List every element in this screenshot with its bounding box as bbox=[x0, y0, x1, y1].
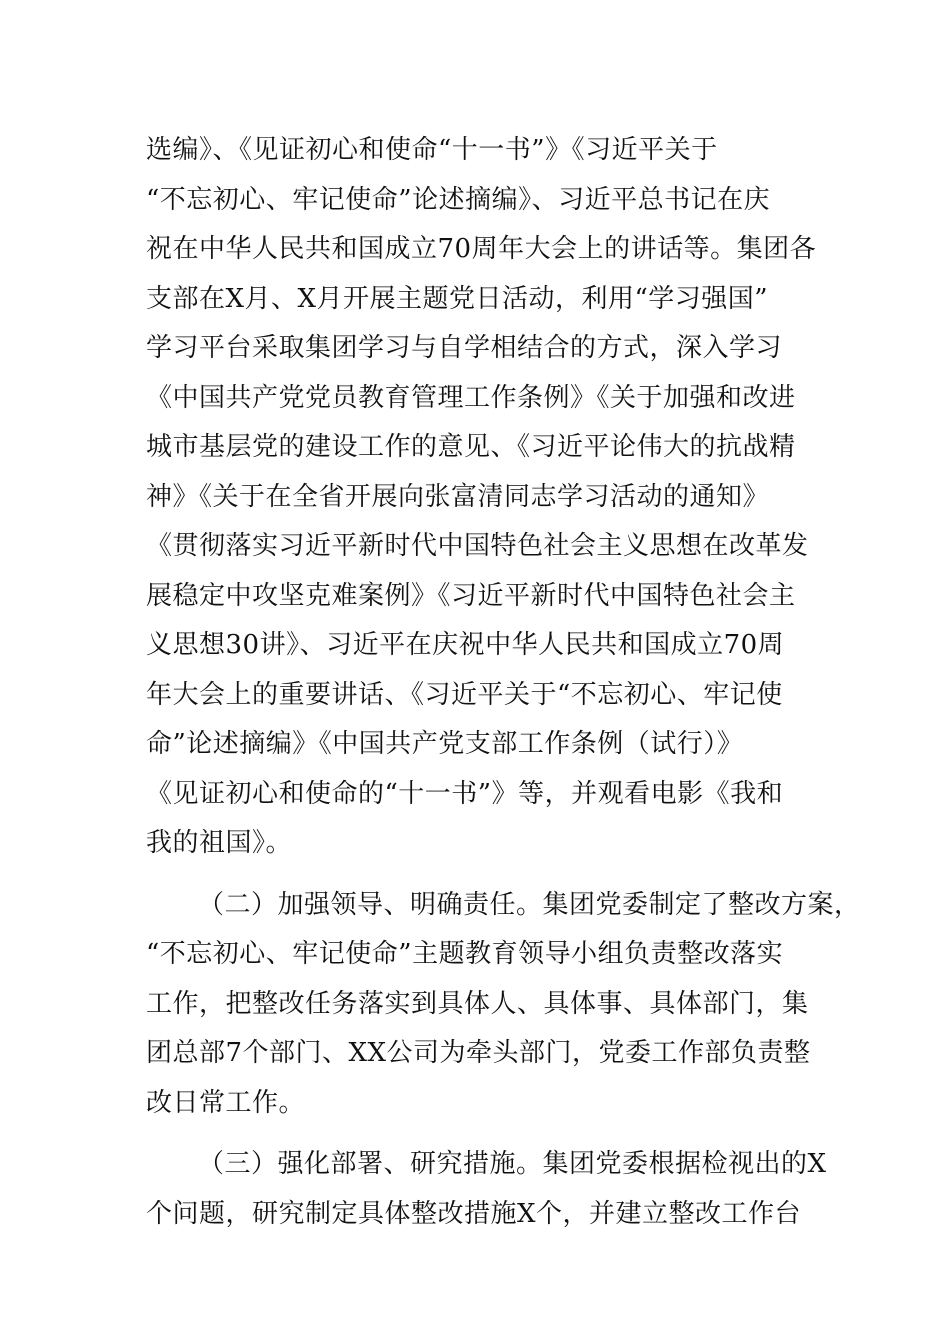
text-line: “不忘初心、牢记使命”论述摘编》、习近平总书记在庆 bbox=[146, 184, 771, 215]
text-line: 支部在X月、X月开展主题党日活动，利用“学习强国” bbox=[146, 283, 769, 314]
text-line: 学习平台采取集团学习与自学相结合的方式，深入学习 bbox=[146, 333, 783, 363]
text-line: 义思想30讲》、习近平在庆祝中华人民共和国成立70周 bbox=[146, 630, 785, 660]
text-line: 《见证初心和使命的“十一书”》等，并观看电影《我和 bbox=[146, 778, 784, 809]
text-line: 工作，把整改任务落实到具体人、具体事、具体部门，集 bbox=[146, 988, 809, 1019]
paragraph-gap bbox=[146, 869, 836, 881]
text-line: 城市基层党的建设工作的意见、《习近平论伟大的抗战精 bbox=[146, 432, 796, 462]
paragraph-1 bbox=[146, 126, 836, 869]
document-body bbox=[146, 126, 861, 1239]
paragraph-gap bbox=[146, 1128, 836, 1140]
text-line: 《贯彻落实习近平新时代中国特色社会主义思想在改革发 bbox=[146, 531, 809, 561]
text-line: 《中国共产党党员教育管理工作条例》《关于加强和改进 bbox=[146, 382, 796, 413]
text-line: 改日常工作。 bbox=[146, 1087, 306, 1118]
paragraph-2 bbox=[146, 881, 861, 1129]
text-line: 选编》、《见证初心和使命“十一书”》《习近平关于 bbox=[146, 135, 718, 165]
text-line: （三）强化部署、研究措施。集团党委根据检视出的X bbox=[198, 1149, 827, 1179]
text-line: 团总部7个部门、XX公司为牵头部门，党委工作部负责整 bbox=[146, 1038, 811, 1068]
text-line: 神》《关于在全省开展向张富清同志学习活动的通知》 bbox=[146, 481, 770, 512]
text-line: 祝在中华人民共和国成立70周年大会上的讲话等。集团各 bbox=[146, 234, 817, 264]
text-line: 展稳定中攻坚克难案例》《习近平新时代中国特色社会主 bbox=[146, 580, 796, 611]
text-line: 我的祖国》。 bbox=[146, 828, 293, 858]
text-line: 个问题，研究制定具体整改措施X个，并建立整改工作台 bbox=[146, 1198, 802, 1229]
paragraph-3 bbox=[146, 1140, 836, 1239]
text-line: 命”论述摘编》《中国共产党支部工作条例（试行）》 bbox=[146, 729, 744, 759]
text-line: （二）加强领导、明确责任。集团党委制定了整改方案， bbox=[198, 889, 861, 920]
text-line: “不忘初心、牢记使命”主题教育领导小组负责整改落实 bbox=[146, 939, 784, 969]
text-line: 年大会上的重要讲话、《习近平关于“不忘初心、牢记使 bbox=[146, 679, 783, 710]
